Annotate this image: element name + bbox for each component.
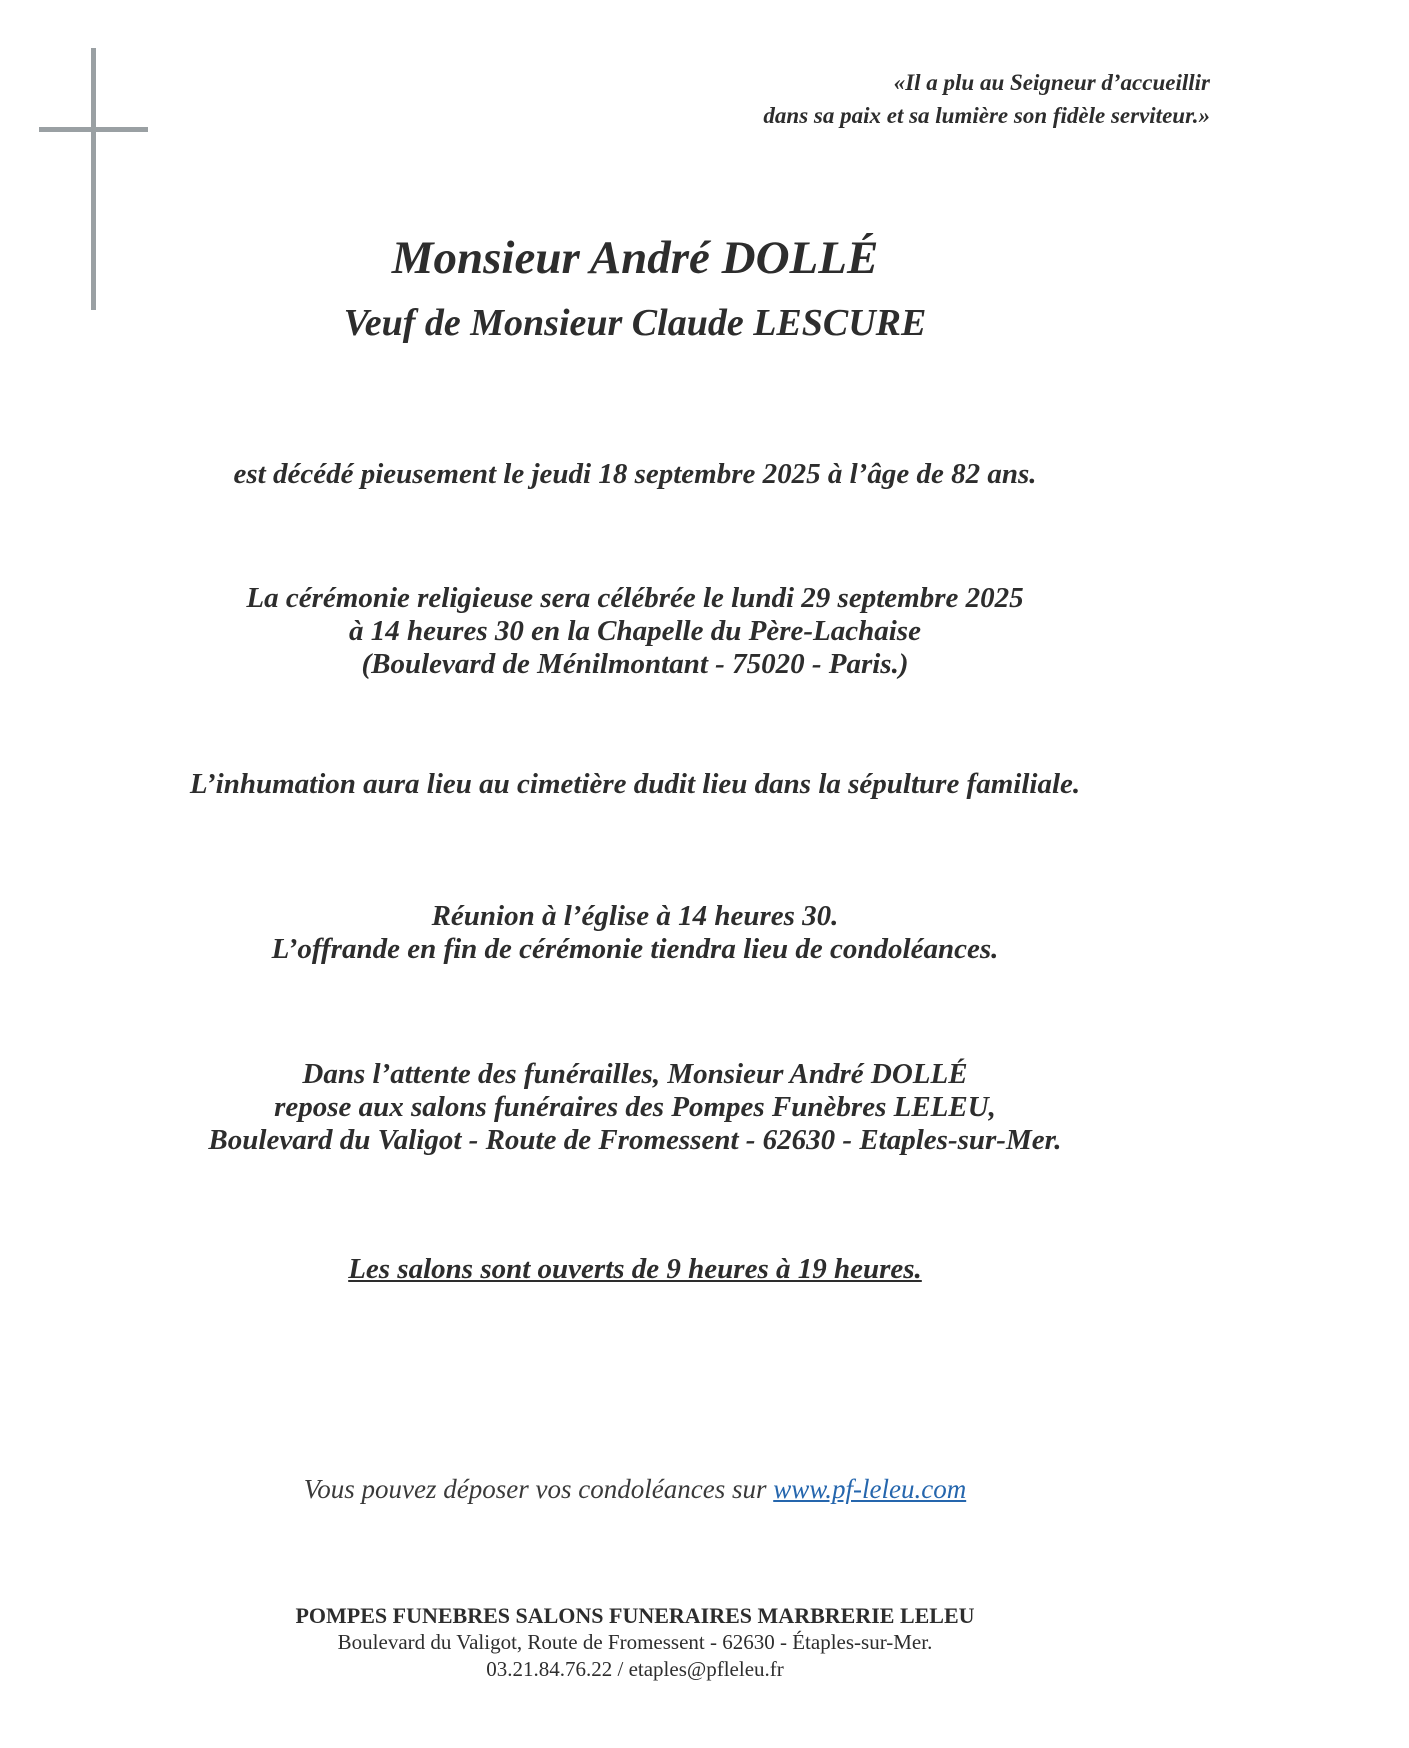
gathering-details xyxy=(0,900,1270,966)
condolences-prefix: Vous pouvez déposer vos condoléances sur xyxy=(303,1474,774,1504)
condolences-website-link[interactable]: www.pf-leleu.com xyxy=(773,1474,967,1504)
footer-address: Boulevard du Valigot, Route de Fromessent - 62630 - Étaples-sur-Mer. xyxy=(337,1630,933,1654)
footer-contact-block xyxy=(0,1602,1270,1683)
cross-horizontal-bar xyxy=(39,127,148,132)
gathering-line-2: L’offrande en fin de cérémonie tiendra lieu de condoléances. xyxy=(271,933,999,965)
epigraph-line-1: «Il a plu au Seigneur d’accueillir xyxy=(893,70,1210,95)
deceased-name-title: Monsieur André DOLLÉ xyxy=(391,232,879,284)
opening-hours xyxy=(0,1253,1270,1286)
footer-phone-email: 03.21.84.76.22 / etaples@pfleleu.fr xyxy=(486,1657,784,1681)
repose-details xyxy=(0,1058,1270,1157)
condolences-line xyxy=(0,1473,1270,1506)
ceremony-line-1: La cérémonie religieuse sera célébrée le lundi 29 septembre 2025 xyxy=(246,582,1024,614)
opening-hours-text: Les salons sont ouverts de 9 heures à 19 heures. xyxy=(348,1253,922,1285)
footer-company-name: POMPES FUNEBRES SALONS FUNERAIRES MARBRERIE LELEU xyxy=(295,1603,975,1628)
epigraph-quote xyxy=(763,66,1210,132)
repose-line-1: Dans l’attente des funérailles, Monsieur André DOLLÉ xyxy=(302,1058,968,1090)
epigraph-line-2: dans sa paix et sa lumière son fidèle serviteur.» xyxy=(763,103,1210,128)
repose-line-3: Boulevard du Valigot - Route de Fromessent - 62630 - Etaples-sur-Mer. xyxy=(208,1124,1062,1156)
ceremony-line-3: (Boulevard de Ménilmontant - 75020 - Paris.) xyxy=(361,648,909,680)
burial-announcement: L’inhumation aura lieu au cimetière dudit lieu dans la sépulture familiale. xyxy=(189,768,1081,800)
deceased-relation-subtitle: Veuf de Monsieur Claude LESCURE xyxy=(343,302,927,344)
repose-line-2: repose aux salons funéraires des Pompes Funèbres LELEU, xyxy=(274,1091,996,1123)
ceremony-details xyxy=(0,582,1270,681)
death-announcement: est décédé pieusement le jeudi 18 septembre 2025 à l’âge de 82 ans. xyxy=(233,458,1037,490)
gathering-line-1: Réunion à l’église à 14 heures 30. xyxy=(431,900,839,932)
ceremony-line-2: à 14 heures 30 en la Chapelle du Père-Lachaise xyxy=(349,615,921,647)
